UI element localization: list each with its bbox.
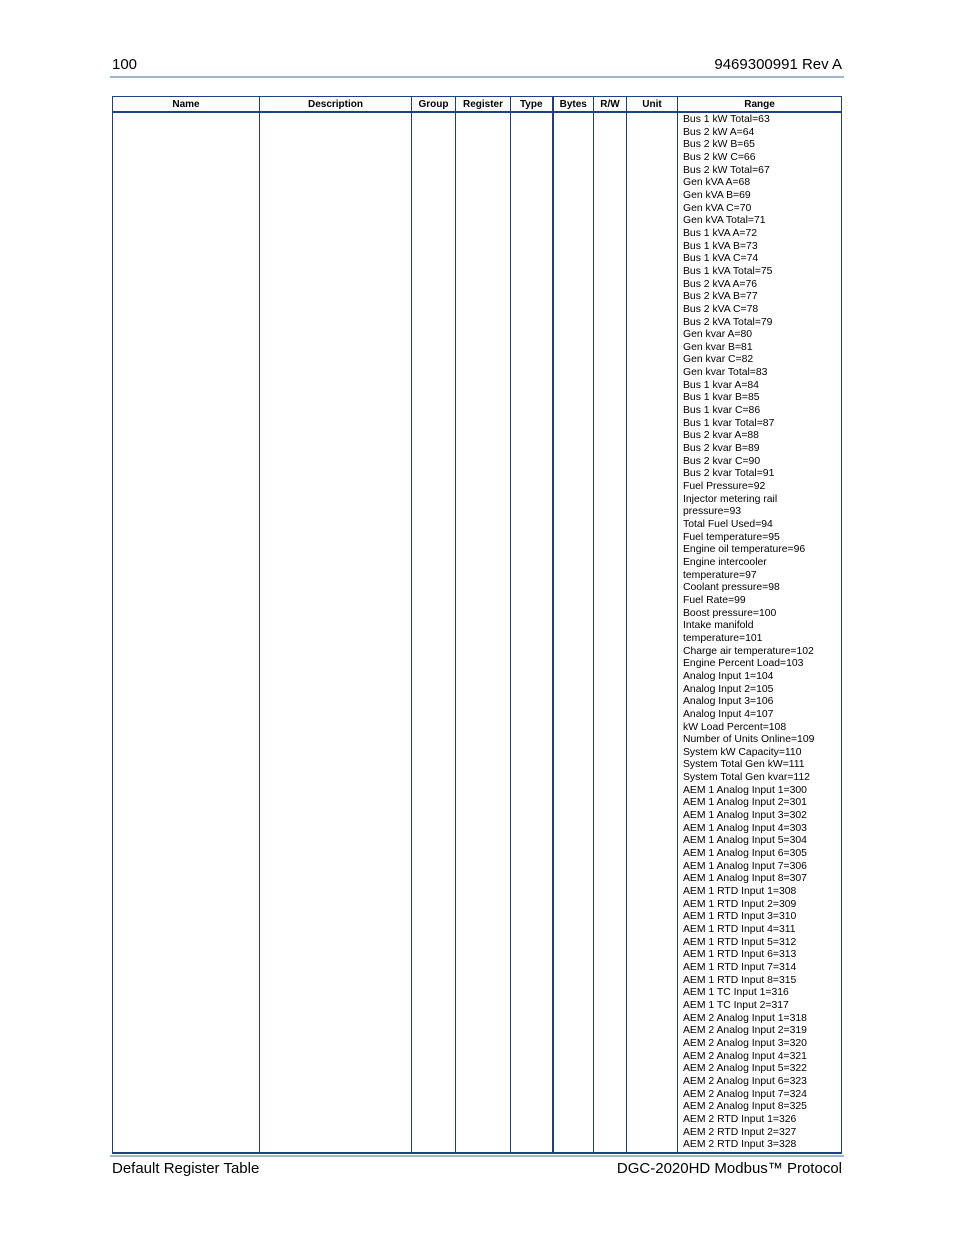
range-line: Analog Input 4=107 [683,708,774,720]
col-header-name: Name [113,97,260,113]
range-line: Bus 2 kW C=66 [683,151,756,163]
range-line: Bus 1 kvar B=85 [683,392,760,404]
cell-rw [594,112,627,1153]
range-line: Analog Input 1=104 [683,670,774,682]
range-line: Intake manifold [683,620,754,632]
col-header-group: Group [412,97,456,113]
range-line: Bus 1 kVA Total=75 [683,265,773,277]
cell-description [260,112,412,1153]
range-line: System Total Gen kvar=112 [683,772,810,784]
range-line: AEM 1 Analog Input 8=307 [683,873,807,885]
range-line: AEM 2 Analog Input 1=318 [683,1012,807,1024]
col-header-range: Range [678,97,842,113]
range-line: Bus 2 kvar Total=91 [683,468,775,480]
range-line: AEM 1 RTD Input 1=308 [683,886,797,898]
range-line: Bus 2 kW Total=67 [683,164,770,176]
range-line: Gen kvar C=82 [683,354,754,366]
col-header-type: Type [511,97,553,113]
range-line: AEM 1 TC Input 2=317 [683,999,789,1011]
cell-unit [627,112,678,1153]
range-line: AEM 2 Analog Input 7=324 [683,1088,807,1100]
cell-bytes [553,112,594,1153]
range-line: Bus 2 kW A=64 [683,126,755,138]
range-line: Gen kVA Total=71 [683,215,766,227]
range-line: AEM 2 Analog Input 6=323 [683,1075,807,1087]
range-line: AEM 1 Analog Input 7=306 [683,860,807,872]
range-line: Gen kvar A=80 [683,329,753,341]
cell-name [113,112,260,1153]
range-line: AEM 2 RTD Input 1=326 [683,1113,797,1125]
range-line: Gen kVA A=68 [683,177,751,189]
col-header-register: Register [456,97,511,113]
range-line: AEM 1 Analog Input 1=300 [683,784,807,796]
range-line: temperature=101 [683,632,763,644]
cell-group [412,112,456,1153]
col-header-bytes: Bytes [553,97,594,113]
range-line: Charge air temperature=102 [683,645,814,657]
table-row [113,112,842,1153]
range-line: AEM 1 Analog Input 5=304 [683,835,807,847]
range-line: AEM 2 Analog Input 5=322 [683,1063,807,1075]
register-table [112,96,842,1154]
col-header-rw: R/W [594,97,627,113]
range-line: AEM 1 RTD Input 2=309 [683,898,797,910]
range-line: Engine oil temperature=96 [683,544,806,556]
range-line: temperature=97 [683,569,757,581]
range-line: AEM 1 Analog Input 6=305 [683,848,807,860]
range-line: Bus 1 kvar Total=87 [683,417,775,429]
range-line: AEM 2 Analog Input 3=320 [683,1037,807,1049]
range-line: Bus 1 kVA A=72 [683,227,758,239]
range-line: Bus 1 kVA C=74 [683,253,759,265]
range-line: kW Load Percent=108 [683,721,787,733]
range-line: Gen kvar B=81 [683,341,753,353]
range-line: Bus 2 kVA C=78 [683,303,759,315]
range-line: System kW Capacity=110 [683,746,802,758]
range-line: AEM 2 RTD Input 3=328 [683,1139,797,1151]
footer-document-title: DGC-2020HD Modbus™ Protocol [616,1160,842,1177]
range-line: Bus 2 kVA Total=79 [683,316,773,328]
range-line: Total Fuel Used=94 [683,519,773,530]
range-line: Bus 1 kW Total=63 [683,114,770,125]
range-line: Coolant pressure=98 [683,582,780,594]
range-line: AEM 1 Analog Input 4=303 [683,822,807,834]
cell-type [511,112,553,1153]
range-line: AEM 2 RTD Input 2=327 [683,1126,797,1138]
range-line: pressure=93 [683,506,742,518]
range-line: Bus 2 kVA B=77 [683,291,758,303]
range-line: AEM 1 RTD Input 6=313 [683,949,797,961]
range-line: AEM 1 Analog Input 3=302 [683,810,807,822]
footer-rule [110,1155,844,1157]
range-line: Bus 2 kvar C=90 [683,455,761,467]
range-line: Number of Units Online=109 [683,734,815,746]
range-line: AEM 1 RTD Input 3=310 [683,911,797,923]
range-line: AEM 1 RTD Input 8=315 [683,974,797,986]
range-line: Fuel Rate=99 [683,594,746,606]
range-line: Engine Percent Load=103 [683,658,804,670]
range-line: Injector metering rail [683,493,778,505]
range-line: Bus 1 kvar A=84 [683,379,759,391]
col-header-description: Description [260,97,412,113]
range-line: Fuel temperature=95 [683,531,780,543]
col-header-unit: Unit [627,97,678,113]
range-line: Analog Input 2=105 [683,683,774,695]
document-id: 9469300991 Rev A [714,56,842,73]
range-line: AEM 1 RTD Input 7=314 [683,961,797,973]
cell-register [456,112,511,1153]
range-line: AEM 1 RTD Input 4=311 [683,924,796,935]
range-line: System Total Gen kW=111 [683,759,805,771]
footer-section-title: Default Register Table [112,1160,260,1177]
range-line: Engine intercooler [683,556,767,568]
page-number: 100 [112,56,138,73]
range-line: Bus 2 kW B=65 [683,139,755,151]
range-line: Bus 1 kVA B=73 [683,240,758,252]
range-line: AEM 1 TC Input 1=316 [683,987,789,999]
range-line: Bus 2 kvar A=88 [683,430,759,442]
range-line: AEM 1 RTD Input 5=312 [683,936,797,948]
range-line: Gen kVA C=70 [683,202,752,214]
range-line: AEM 2 Analog Input 8=325 [683,1101,807,1113]
range-line: Gen kVA B=69 [683,189,751,201]
header-rule [110,76,844,78]
range-line: AEM 1 Analog Input 2=301 [683,797,807,809]
range-line: AEM 2 Analog Input 2=319 [683,1025,807,1037]
range-line: Gen kvar Total=83 [683,367,768,379]
range-line: Fuel Pressure=92 [683,481,766,493]
range-line: Bus 2 kvar B=89 [683,443,760,455]
range-line: AEM 2 Analog Input 4=321 [683,1050,807,1062]
range-line: Bus 1 kvar C=86 [683,405,761,417]
range-line: Bus 2 kVA A=76 [683,278,758,290]
range-line: Boost pressure=100 [683,607,777,619]
cell-range [678,112,842,1153]
range-line: Analog Input 3=106 [683,696,774,708]
table-header-row [113,97,842,113]
